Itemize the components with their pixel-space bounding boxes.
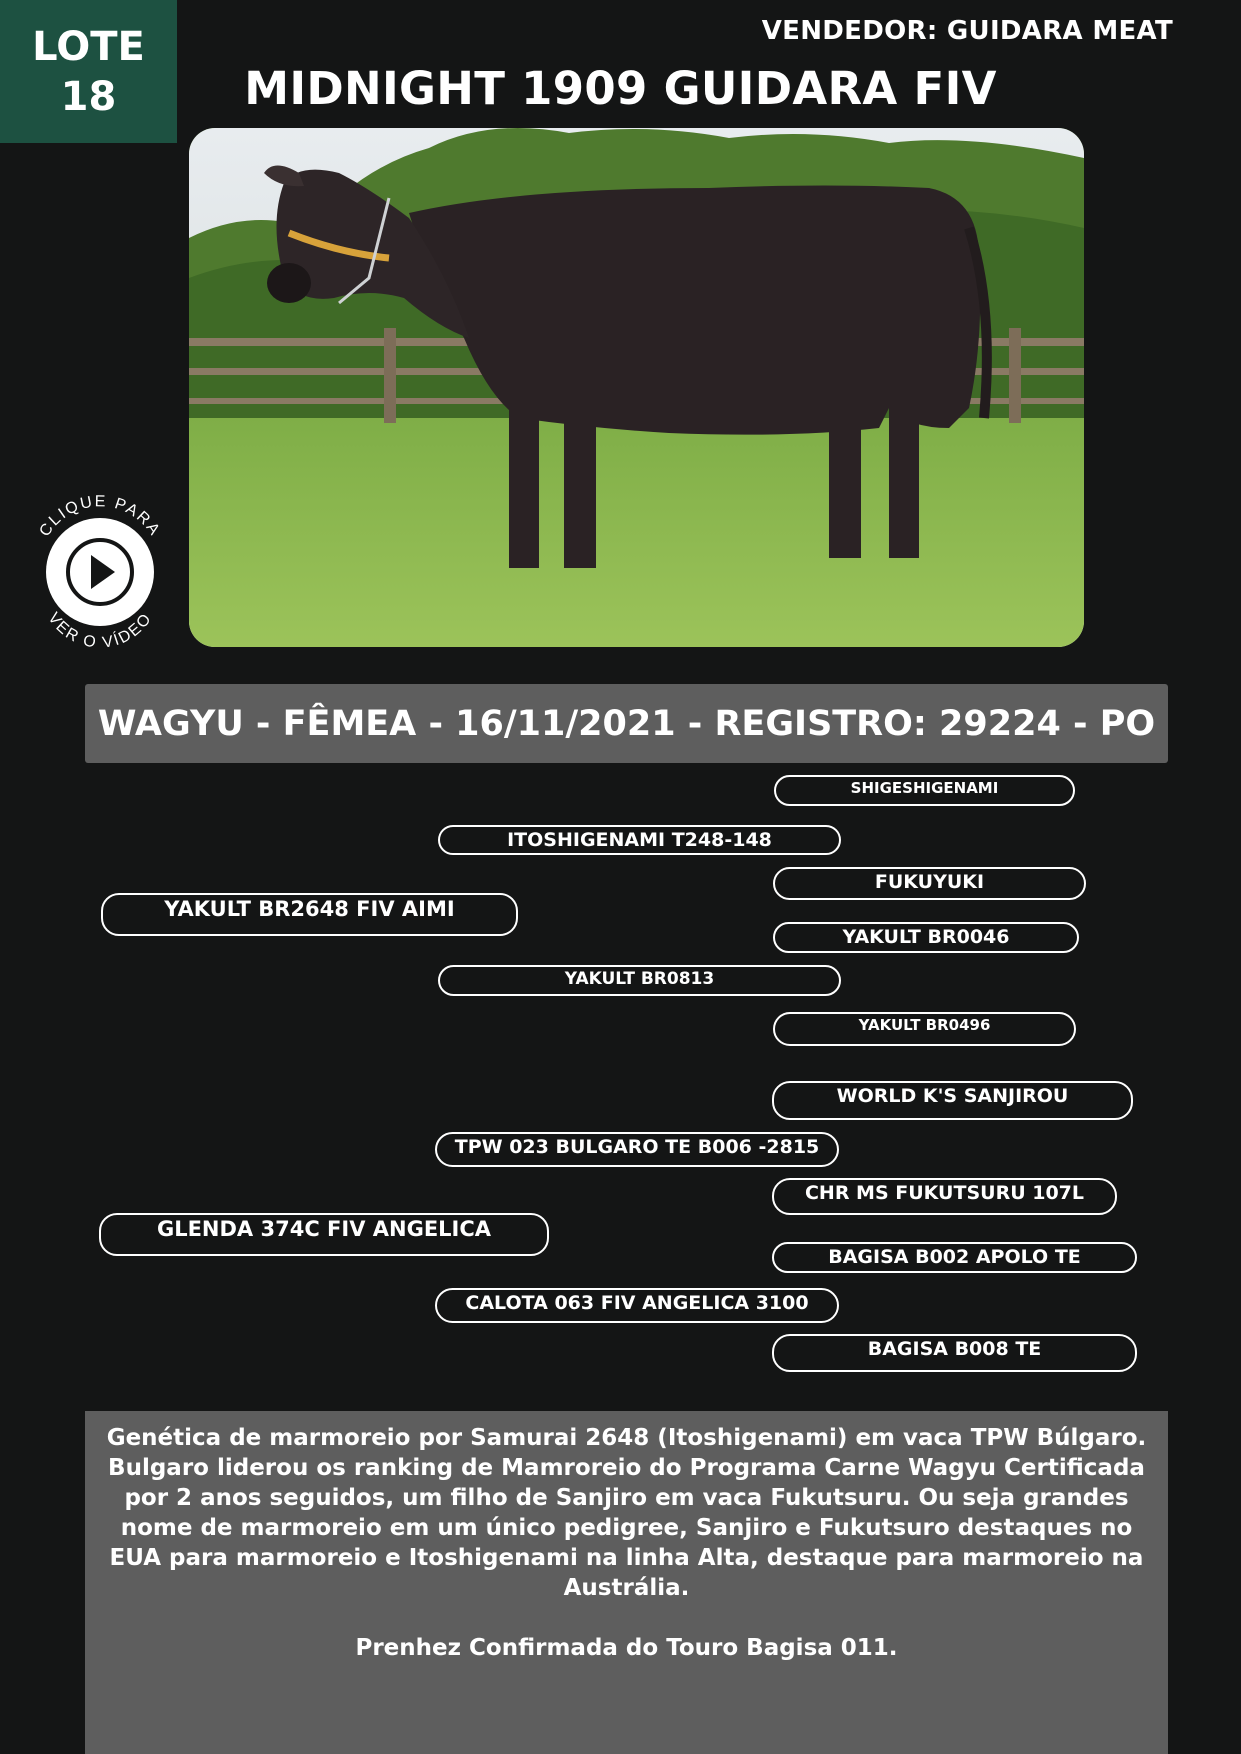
pregnancy-note: Prenhez Confirmada do Touro Bagisa 011. [355, 1635, 898, 1661]
pedigree-sire-dam: YAKULT BR0813 [438, 965, 841, 996]
pedigree-sire-dam-dam: YAKULT BR0496 [773, 1012, 1076, 1046]
pedigree-dam-sire-sire: WORLD K'S SANJIROU [772, 1081, 1133, 1120]
animal-title: MIDNIGHT 1909 GUIDARA FIV [244, 62, 997, 115]
description-text: Genética de marmoreio por Samurai 2648 (Itoshigenami) em vaca TPW Búlgaro. Bulgaro liderou os ranking de Mamroreio do Programa Carne Wagyu Certificada por 2 anos seguidos, um filho de Sanjiro em vaca Fukutsuru. Ou seja grandes nome de marmoreio em um único pedigree, Sanjiro e Fukutsuro destaques no EUA para marmoreio e Itoshigenami na linha Alta, destaque para marmoreio na Austrália. [106, 1425, 1147, 1601]
pedigree-sire-sire: ITOSHIGENAMI T248-148 [438, 825, 841, 855]
pedigree-sire-sire-dam: FUKUYUKI [773, 867, 1086, 900]
pedigree-sire: YAKULT BR2648 FIV AIMI [101, 893, 518, 936]
pedigree-dam-sire: TPW 023 BULGARO TE B006 -2815 [435, 1132, 839, 1167]
pedigree-sire-dam-sire: YAKULT BR0046 [773, 922, 1079, 953]
pedigree-sire-sire-sire: SHIGESHIGENAMI [774, 775, 1075, 806]
pedigree-dam: GLENDA 374C FIV ANGELICA [99, 1213, 549, 1256]
vendor-label: VENDEDOR: GUIDARA MEAT [761, 16, 1173, 46]
video-top-text: CLIQUE PARA [36, 493, 164, 540]
pedigree-dam-dam-sire: BAGISA B002 APOLO TE [772, 1242, 1137, 1273]
lot-label: LOTE [32, 23, 145, 70]
video-bottom-text: VER O VÍDEO [44, 609, 156, 652]
animal-info-bar: WAGYU - FÊMEA - 16/11/2021 - REGISTRO: 29224 - PO [85, 684, 1168, 763]
animal-photo [189, 128, 1084, 647]
pedigree-dam-sire-dam: CHR MS FUKUTSURU 107L [772, 1178, 1117, 1215]
pedigree-dam-dam: CALOTA 063 FIV ANGELICA 3100 [435, 1288, 839, 1323]
description-panel [85, 1411, 1168, 1754]
lot-number: 18 [60, 73, 117, 120]
pedigree-dam-dam-dam: BAGISA B008 TE [772, 1334, 1137, 1372]
watch-video-button[interactable] [28, 493, 172, 653]
